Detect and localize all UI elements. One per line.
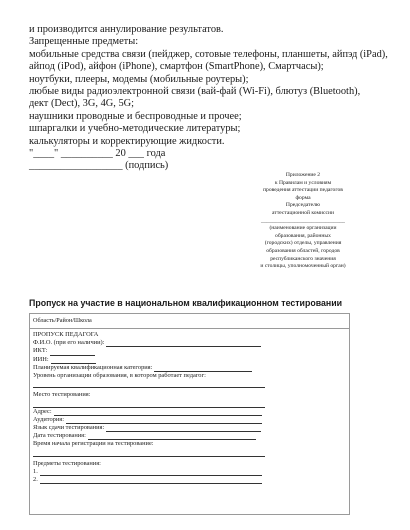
date-row [33,432,349,440]
appendix-line: проведения аттестации педагогов [263,187,343,194]
org-level-row [33,372,349,380]
text-line: мобильные средства связи (пейджер, сотовые телефоны, планшеты, айпэд (iPad), [29,48,388,60]
appendix-block [228,172,378,271]
reg-time-row [33,440,349,448]
text-line: калькуляторы и корректирующие жидкости. [29,135,225,147]
ikt-label: ИКТ: [33,347,48,355]
text-line: шпаргалки и учебно-методические литературы; [29,123,241,135]
place-label: Место тестирования: [33,391,91,399]
category-label: Планируемая квалификационная категория: [33,363,153,371]
form-title [33,331,349,339]
org-level-label: Уровень организации образования, в котором работает педагог: [33,371,206,379]
section-title: Пропуск на участие в национальном квалификационном тестировании [29,298,343,308]
signature-line: __________________ (подпись) [29,160,169,172]
appendix-line: форма [295,194,311,201]
iin-field[interactable] [51,357,96,364]
iin-row [33,356,349,364]
subject-1-label: 1. [33,467,38,475]
auditory-row [33,416,349,424]
appendix-line: образования, районных [275,232,331,239]
subject-1-field[interactable] [40,469,262,476]
appendix-line: (городских) отделы, управления [264,240,342,247]
appendix-line: ______________________________ [261,217,345,224]
fio-label: Ф.И.О. (при его наличии): [33,339,105,347]
form-header: Область/Район/Школа [30,314,349,329]
language-row [33,424,349,432]
form-title-text: ПРОПУСК ПЕДАГОГА [33,330,99,338]
auditory-label: Аудитория: [33,415,64,423]
place-row [33,391,349,399]
language-label: Язык сдачи тестирования: [33,424,105,432]
text-line: Запрещенные предметы: [29,36,139,48]
place-line [33,400,349,408]
subject-1-row [33,468,349,476]
fio-field[interactable] [106,340,261,347]
text-line: наушники проводные и беспроводные и прочее; [29,110,242,122]
org-level-line [33,380,349,388]
category-field[interactable] [154,365,252,372]
pass-form [29,313,350,515]
date-label: Дата тестирования: [33,432,86,440]
ikt-field[interactable] [50,349,95,356]
date-field[interactable] [88,433,256,440]
org-level-field[interactable] [33,380,265,388]
appendix-line: (наименование организации [269,225,337,232]
form-body [30,329,349,484]
auditory-field[interactable] [66,417,262,424]
appendix-line: республиканского значения [270,255,336,262]
date-line: "____" __________ 20 ___ года [29,148,166,160]
appendix-line: аттестационной комиссии [272,209,334,216]
address-field[interactable] [54,409,262,416]
place-field[interactable] [33,400,265,408]
instructions-text [29,24,389,173]
fio-row [33,339,349,347]
iin-label: ИИН: [33,355,49,363]
reg-time-line [33,449,349,457]
text-line: дект (Dect), 3G, 4G, 5G; [29,98,135,110]
ikt-row [33,347,349,355]
text-line: айпод (iPod), айфон (iPhone), смартфон (SmartPhone), Смартчасы); [29,61,324,73]
subjects-label: Предметы тестирования: [33,459,101,467]
text-line: любые виды радиоэлектронной связи (вай-фай (Wi-Fi), блютуз (Bluetooth), [29,86,361,98]
subject-2-row [33,476,349,484]
appendix-line: и столицы, уполномоченный орган) [260,263,346,270]
appendix-line: Приложение 2 [285,172,321,178]
appendix-line: Председателю [285,202,321,209]
text-line: ноутбуки, плееры, модемы (мобильные роутеры); [29,73,249,85]
appendix-line: образования областей, городов [266,247,340,254]
language-field[interactable] [106,425,261,432]
subject-2-field[interactable] [40,477,262,484]
text-line: и производится аннулирование результатов. [29,24,224,35]
category-row [33,364,349,372]
reg-time-field[interactable] [33,449,265,457]
subjects-row [33,460,349,468]
address-label: Адрес: [33,407,52,415]
subject-2-label: 2. [33,476,38,484]
address-row [33,408,349,416]
reg-time-label: Время начала регистрации на тестирование: [33,440,154,448]
appendix-line: к Правилам и условиям [274,179,332,186]
